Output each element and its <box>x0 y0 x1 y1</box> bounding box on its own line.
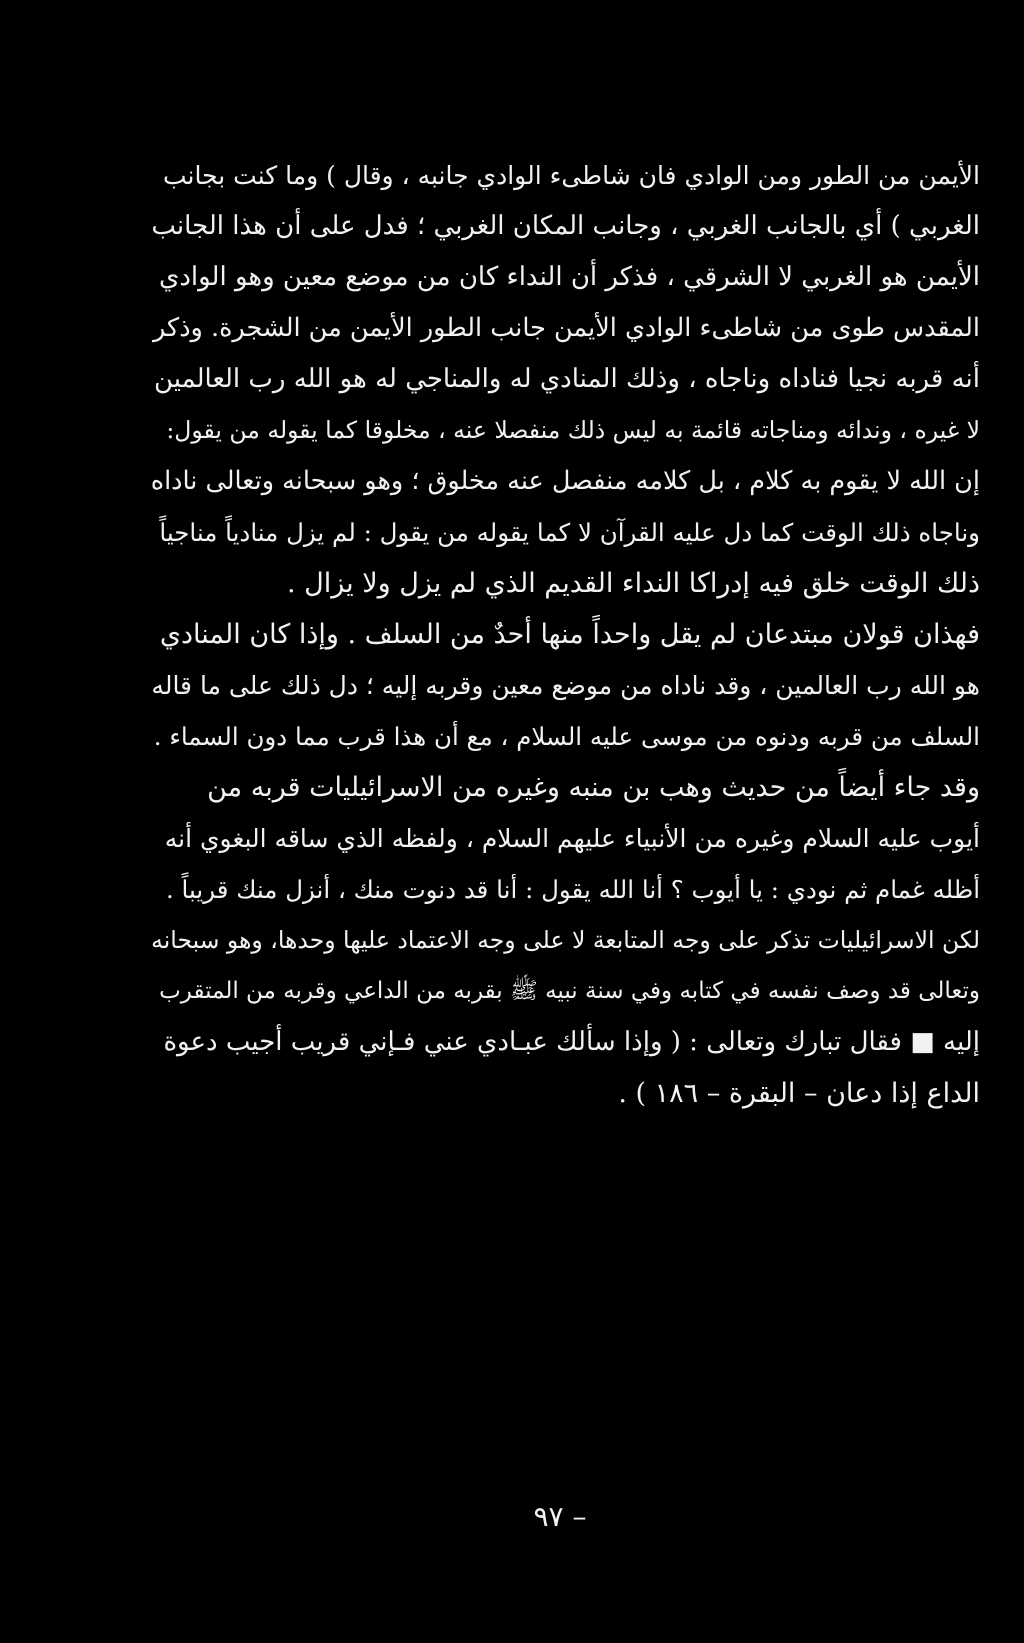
text-line: لكن الاسرائيليات تذكر على وجه المتابعة لا على وجه الاعتماد عليها وحدها، وهو سبحانه <box>151 926 980 954</box>
text-line: إن الله لا يقوم به كلام ، بل كلامه منفصل عنه مخلوق ؛ وهو سبحانه وتعالى ناداه <box>150 466 980 496</box>
page-number: – ٩٧ <box>533 1500 587 1533</box>
text-line: فهذان قولان مبتدعان لم يقل واحداً منها أحدٌ من السلف . وإذا كان المنادي <box>159 619 980 650</box>
text-line: الأيمن هو الغربي لا الشرقي ، فذكر أن النداء كان من موضع معين وهو الوادي <box>158 262 980 292</box>
text-line: إليه ■ فقال تبارك وتعالى : ( وإذا سألك عبـادي عني فـإني قريب أجيب دعوة <box>163 1027 980 1057</box>
text-line: السلف من قربه ودنوه من موسى عليه السلام ، مع أن هذا قرب مما دون السماء . <box>153 722 980 751</box>
text-line: لا غيره ، وندائه ومناجاته قائمة به ليس ذلك منفصلا عنه ، مخلوقا كما يقوله من يقول: <box>166 416 980 444</box>
text-line: هو الله رب العالمين ، وقد ناداه من موضع معين وقربه إليه ؛ دل ذلك على ما قاله <box>151 671 980 700</box>
text-line: أيوب عليه السلام وغيره من الأنبياء عليهم السلام ، ولفظه الذي ساقه البغوي أنه <box>164 824 980 853</box>
paragraph-3 <box>150 762 980 1119</box>
text-line: المقدس طوى من شاطىء الوادي الأيمن جانب الطور الأيمن من الشجرة. وذكر <box>152 313 980 343</box>
text-line: الأيمن من الطور ومن الوادي فان شاطىء الوادي جانبه ، وقال ) وما كنت بجانب <box>162 161 980 190</box>
body-text <box>150 150 980 1119</box>
text-line: ذلك الوقت خلق فيه إدراكا النداء القديم الذي لم يزل ولا يزال . <box>286 568 980 599</box>
text-line: أظله غمام ثم نودي : يا أيوب ؟ أنا الله يقول : أنا قد دنوت منك ، أنزل منك قريباً . <box>165 875 980 904</box>
paragraph-2 <box>150 609 980 762</box>
text-line: وتعالى قد وصف نفسه في كتابه وفي سنة نبيه ﷺ بقربه من الداعي وقربه من المتقرب <box>159 978 980 1004</box>
text-line: أنه قربه نجيا فناداه وناجاه ، وذلك المنادي له والمناجي له هو الله رب العالمين <box>153 364 980 394</box>
paragraph-1 <box>150 150 980 609</box>
text-line: الغربي ) أي بالجانب الغربي ، وجانب المكان الغربي ؛ فدل على أن هذا الجانب <box>151 211 980 241</box>
text-line: وناجاه ذلك الوقت كما دل عليه القرآن لا كما يقوله من يقول : لم يزل منادياً مناجياً <box>159 518 980 547</box>
text-line: الداع إذا دعان – البقرة – ١٨٦ ) . <box>618 1078 980 1109</box>
text-line: وقد جاء أيضاً من حديث وهب بن منبه وغيره من الاسرائيليات قربه من <box>207 772 980 803</box>
